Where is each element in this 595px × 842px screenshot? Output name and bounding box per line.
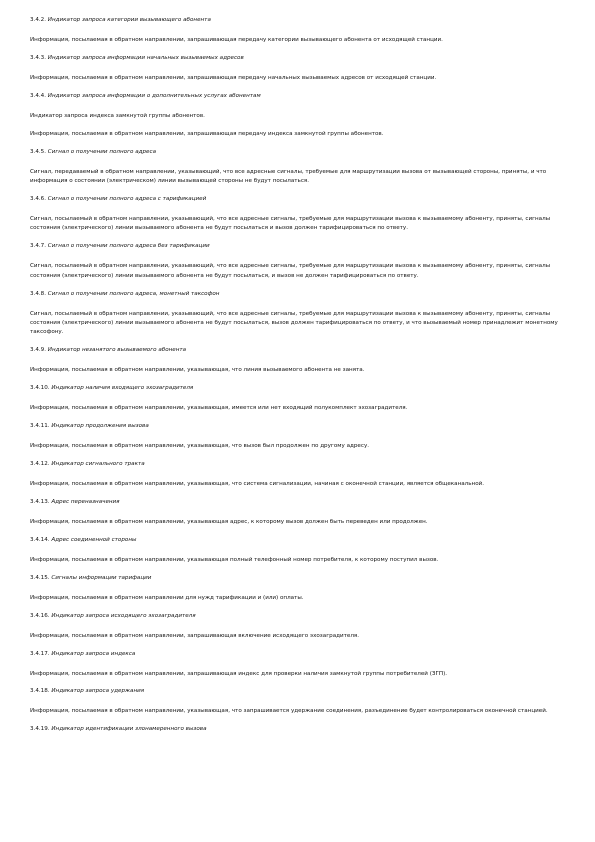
section-heading xyxy=(30,92,565,101)
section-heading xyxy=(30,725,565,734)
section-entry xyxy=(30,54,565,83)
section-title: Индикатор запроса исходящего эхозаградителя xyxy=(51,612,196,619)
section-number: 3.4.9. xyxy=(30,347,47,354)
section-title: Индикатор незанятого вызываемого абонента xyxy=(47,347,187,354)
section-paragraph: Информация, посылаемая в обратном направлении, запрашивающая индекс для проверки наличия замкнутой группы потребителей (ЗГП). xyxy=(30,670,448,677)
section-title: Сигналы информации тарифации xyxy=(51,574,152,581)
section-number: 3.4.2. xyxy=(30,17,47,23)
section-title: Сигнал о получении полного адреса без тарификации xyxy=(47,243,210,250)
section-heading xyxy=(30,195,565,204)
section-heading xyxy=(30,346,565,355)
section-paragraph: Индикатор запроса индекса замкнутой группы абонентов. xyxy=(30,112,205,119)
section-number: 3.4.14. xyxy=(30,536,50,543)
section-entry xyxy=(30,148,565,187)
section-paragraph: Информация, посылаемая в обратном направлении, указывающая, что линия вызываемого абонента не занята. xyxy=(30,367,365,374)
document-page xyxy=(30,16,565,745)
section-title: Индикатор продолжения вызова xyxy=(51,423,149,430)
section-title: Индикатор наличия входящего эхозаградителя xyxy=(51,385,194,392)
section-entry xyxy=(30,574,565,603)
section-heading xyxy=(30,612,565,621)
section-paragraph: Информация, посылаемая в обратном направлении, запрашивающая передачу категории вызывающего абонента от исходящей станции. xyxy=(30,37,443,43)
section-paragraph: Информация, посылаемая в обратном направлении для нужд тарификации и (или) оплаты. xyxy=(30,594,304,601)
section-paragraph: Информация, посылаемая в обратном направлении, указывающая адрес, к которому вызов должен быть переведен или продолжен. xyxy=(30,518,428,525)
section-title: Сигнал о получении полного адреса, монетный таксофон xyxy=(47,290,220,297)
section-number: 3.4.10. xyxy=(30,385,50,392)
section-heading xyxy=(30,422,565,431)
section-title: Сигнал о получении полного адреса с тарификацией xyxy=(47,195,207,202)
section-number: 3.4.13. xyxy=(30,498,50,505)
section-heading xyxy=(30,54,565,63)
section-heading xyxy=(30,650,565,659)
section-number: 3.4.19. xyxy=(30,726,50,733)
section-entry xyxy=(30,725,565,734)
section-heading xyxy=(30,574,565,583)
section-title: Адрес соединенной стороны xyxy=(51,536,137,543)
section-title: Адрес переназначения xyxy=(51,498,120,505)
section-entry xyxy=(30,92,565,139)
section-number: 3.4.7. xyxy=(30,243,47,250)
section-paragraph: Сигнал, передаваемый в обратном направлении, указывающий, что все адресные сигналы, требуемые для маршрутизации вызова от вызывающей стороны, приняты, и что информация о состоянии (электрическом) линии вызывающей стороны не будут посылаться. xyxy=(30,168,547,185)
section-heading xyxy=(30,498,565,507)
section-paragraph: Информация, посылаемая в обратном направлении, указывающая, что система сигнализации, начиная с оконечной станции, является общеканальной. xyxy=(30,481,485,487)
section-number: 3.4.3. xyxy=(30,54,47,61)
section-title: Сигнал о получении полного адреса xyxy=(47,148,156,155)
section-entry xyxy=(30,195,565,234)
section-heading xyxy=(30,16,565,25)
section-number: 3.4.12. xyxy=(30,461,50,467)
section-number: 3.4.15. xyxy=(30,574,50,581)
section-paragraph: Информация, посылаемая в обратном направлении, указывающая, что запрашивается удержание соединения, разъединение будет контролироваться оконечной станцией. xyxy=(30,708,548,715)
section-number: 3.4.11. xyxy=(30,423,50,430)
section-entry xyxy=(30,498,565,527)
section-paragraph: Сигнал, посылаемый в обратном направлении, указывающий, что все адресные сигналы, требуемые для маршрутизации вызова к вызываемому абоненту, приняты, сигналы состояния (электрического) линии вызываемого абонента не будут посылаться, и вызов не должен тарифицироваться по ответу. xyxy=(30,263,551,279)
section-entry xyxy=(30,687,565,716)
section-paragraph: Информация, посылаемая в обратном направлении, указывающая полный телефонный номер потребителя, к которому поступил вызов. xyxy=(30,556,439,563)
section-title: Индикатор запроса категории вызывающего абонента xyxy=(47,17,211,23)
section-entry xyxy=(30,242,565,281)
section-entry xyxy=(30,422,565,451)
section-title: Индикатор сигнального тракта xyxy=(51,461,145,467)
section-paragraph: Информация, посылаемая в обратном направлении, запрашивающая передачу начальных вызываемых адресов от исходящей станции. xyxy=(30,74,437,81)
section-heading xyxy=(30,536,565,545)
section-paragraph: Сигнал, посылаемый в обратном направлении, указывающий, что все адресные сигналы, требуемые для маршрутизации вызова к вызываемому абоненту, приняты, сигналы состояния (электрического) линии вызываемого абонента не будут посылаться и вызов должен тарифицироваться по ответу. xyxy=(30,215,551,232)
section-heading xyxy=(30,384,565,393)
section-number: 3.4.5. xyxy=(30,148,47,155)
section-number: 3.4.6. xyxy=(30,195,47,202)
section-entry xyxy=(30,650,565,679)
section-entry xyxy=(30,612,565,641)
section-paragraph: Сигнал, посылаемый в обратном направлении, указывающий, что все адресные сигналы, требуемые для маршрутизации вызова к вызываемому абоненту, приняты, сигналы состояния (электрического) линии вызываемого абонента не будут посылаться, вызов должен тарифицироваться по ответу, и что вызываемый номер принадлежит монетному таксофону. xyxy=(30,310,558,336)
section-paragraph: Информация, посылаемая в обратном направлении, запрашивающая включение исходящего эхозаградителя. xyxy=(30,632,360,639)
section-title: Индикатор запроса информации о дополнительных услугах абонентам xyxy=(47,92,261,99)
section-heading xyxy=(30,242,565,251)
section-heading xyxy=(30,687,565,696)
section-number: 3.4.16. xyxy=(30,612,50,619)
section-entry xyxy=(30,460,565,489)
section-title: Индикатор идентификации злонамеренного вызова xyxy=(51,726,207,733)
section-heading xyxy=(30,460,565,469)
section-number: 3.4.17. xyxy=(30,650,50,657)
section-entry xyxy=(30,290,565,338)
section-title: Индикатор запроса индекса xyxy=(51,650,136,657)
section-entry xyxy=(30,536,565,565)
section-heading xyxy=(30,290,565,299)
section-number: 3.4.4. xyxy=(30,92,47,99)
section-title: Индикатор запроса информации начальных вызываемых адресов xyxy=(47,54,244,61)
section-paragraph: Информация, посылаемая в обратном направлении, указывающая, имеется или нет входящий полукомплект эхозаградителя. xyxy=(30,405,408,412)
section-paragraph: Информация, посылаемая в обратном направлении, запрашивающая передачу индекса замкнутой группы абонентов. xyxy=(30,130,384,137)
section-number: 3.4.8. xyxy=(30,290,47,297)
section-entry xyxy=(30,16,565,45)
section-entry xyxy=(30,384,565,413)
section-title: Индикатор запроса удержания xyxy=(51,688,145,695)
section-paragraph: Информация, посылаемая в обратном направлении, указывающая, что вызов был продолжен по другому адресу. xyxy=(30,443,370,450)
section-number: 3.4.18. xyxy=(30,688,50,695)
section-heading xyxy=(30,148,565,157)
section-entry xyxy=(30,346,565,375)
